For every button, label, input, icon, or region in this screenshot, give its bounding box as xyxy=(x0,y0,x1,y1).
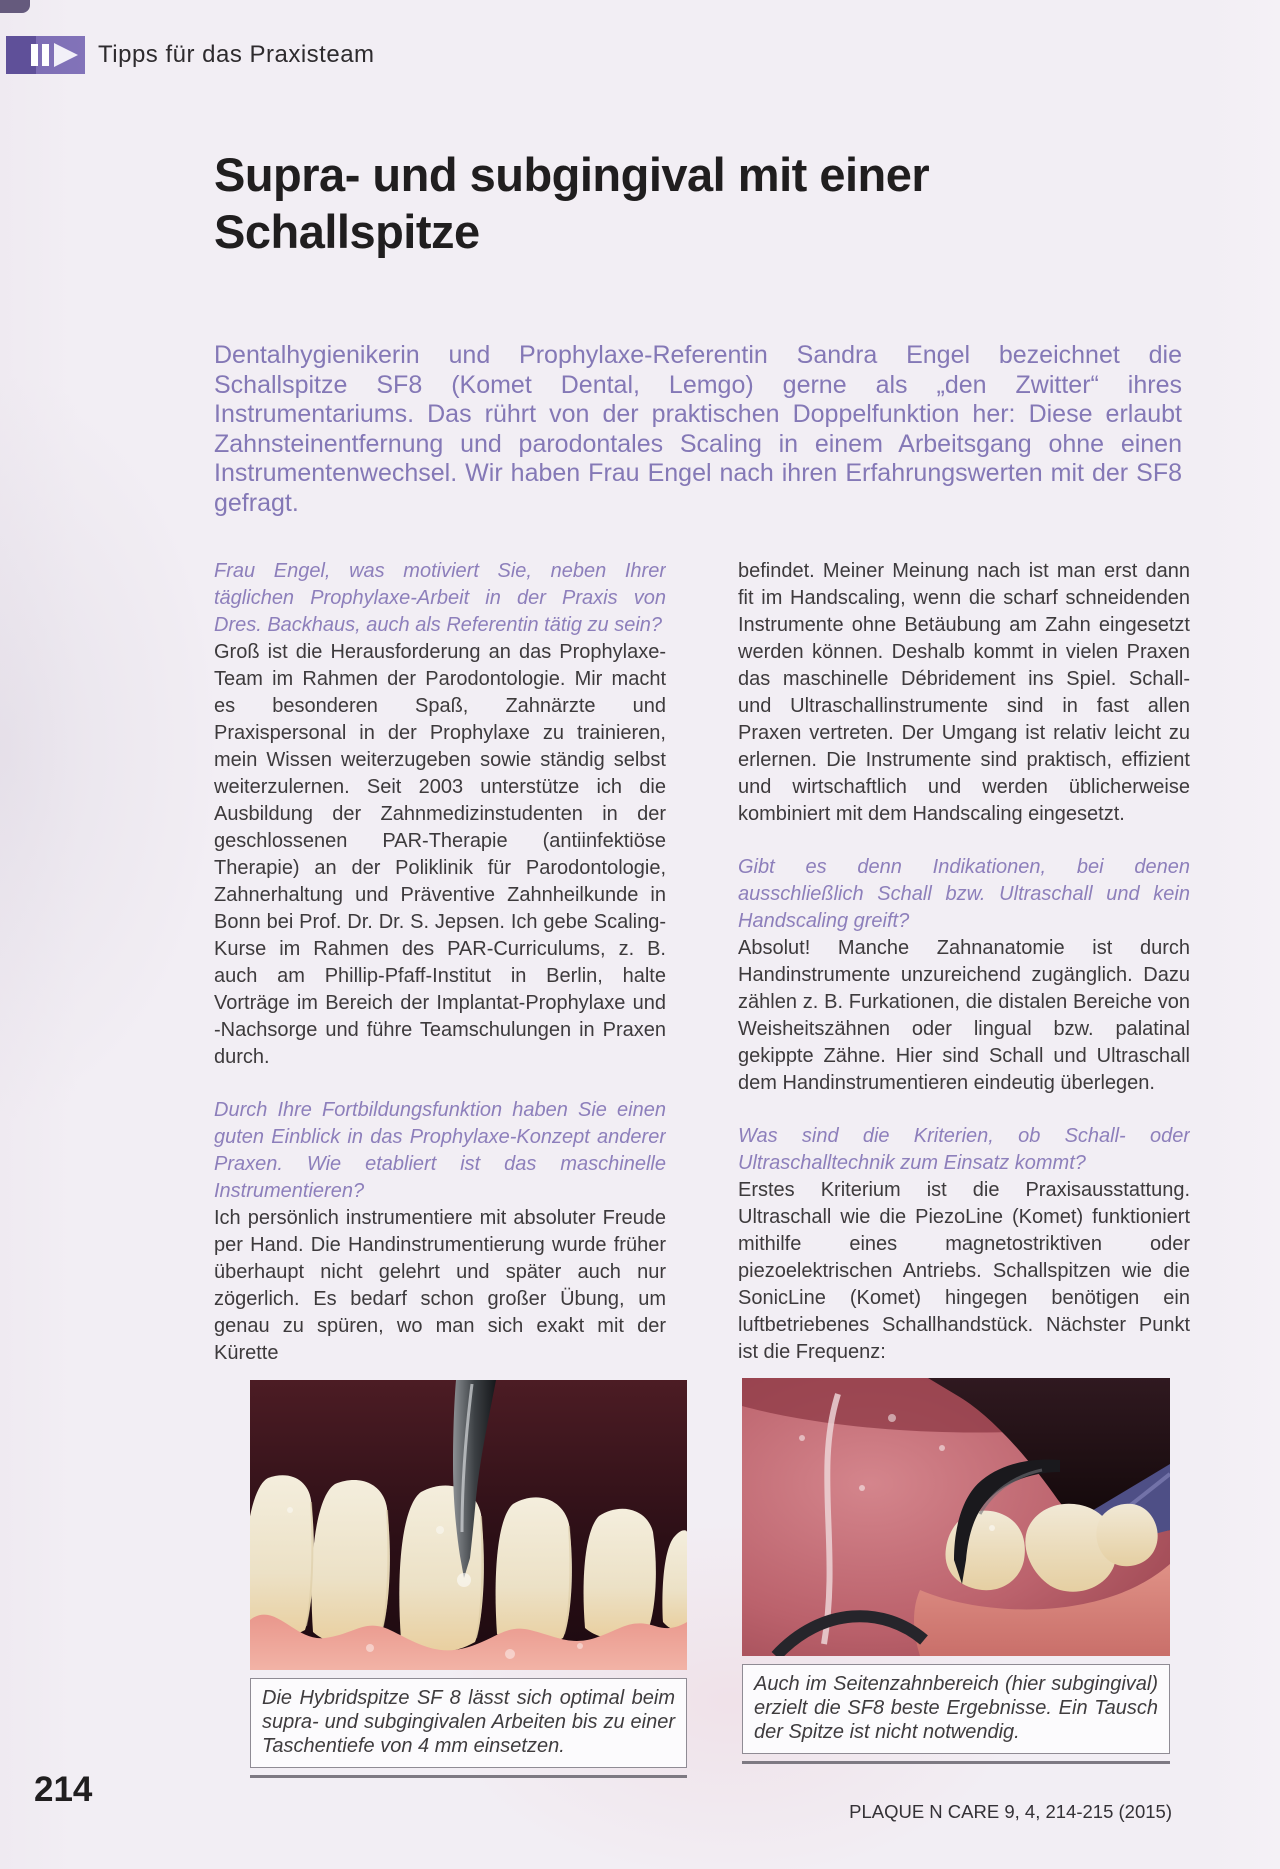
interview-answer-1: Groß ist die Herausforderung an das Prophylaxe-Team im Rahmen der Parodontologie. Mir macht es besonderen Spaß, Zahnärzte und Praxispersonal in der Prophylaxe zu trainieren, mein Wissen weiterzugeben sowie ständig selbst weiterzulernen. Seit 2003 unterstütze ich die Ausbildung der Zahnmedizinstudenten in der geschlossenen PAR-Therapie (antiinfektiöse Therapie) an der Poliklinik für Parodontologie, Zahnerhaltung und Präventive Zahnheilkunde in Bonn bei Prof. Dr. Dr. S. Jepsen. Ich gebe Scaling-Kurse im Rahmen des PAR-Curriculums, z. B. auch am Phillip-Pfaff-Institut in Berlin, halte Vorträge im Bereich der Implantat-Prophylaxe und -Nachsorge und führe Teamschulungen in Praxen durch. xyxy=(214,641,666,1068)
posterior-photo-illustration xyxy=(742,1378,1170,1656)
interview-answer-2-part2: befindet. Meiner Meinung nach ist man erst dann fit im Handscaling, wenn die scharf schneidenden Instrumente ohne Betäubung am Zahn eingesetzt werden können. Deshalb kommt in vielen Praxen das maschinelle Débridement ins Spiel. Schall- und Ultraschallinstrumente sind in fast allen Praxen vertreten. Der Umgang ist relativ leicht zu erlernen. Die Instrumente sind praktisch, effizient und wirtschaftlich und werden üblicherweise kombiniert mit dem Handscaling eingesetzt. xyxy=(738,560,1190,825)
figure-photo-anterior xyxy=(250,1380,687,1670)
article-title-line2: Schallspitze xyxy=(214,205,480,258)
anterior-photo-illustration xyxy=(250,1380,687,1670)
interview-question-4: Was sind die Kriterien, ob Schall- oder Ultraschalltechnik zum Einsatz kommt? xyxy=(738,1125,1190,1174)
interview-question-2: Durch Ihre Fortbildungsfunktion haben Sie einen guten Einblick in das Prophylaxe-Konzept anderer Praxen. Wie etabliert ist das maschinelle Instrumentieren? xyxy=(214,1099,666,1202)
interview-column-right xyxy=(738,558,1190,1366)
interview-question-3: Gibt es denn Indikationen, bei denen ausschließlich Schall bzw. Ultraschall und kein Handscaling greift? xyxy=(738,856,1190,932)
article-title-line1: Supra- und subgingival mit einer xyxy=(214,148,930,201)
caption-rule-right xyxy=(742,1761,1170,1764)
pause-play-icon xyxy=(29,41,81,69)
figure-caption-right-wrap xyxy=(742,1664,1170,1764)
scan-corner-smudge xyxy=(0,0,30,13)
figure-caption-left-wrap xyxy=(250,1678,687,1778)
article-title xyxy=(214,146,1174,260)
journal-reference: PLAQUE N CARE 9, 4, 214-215 (2015) xyxy=(849,1801,1172,1822)
section-label: Tipps für das Praxisteam xyxy=(98,41,375,68)
section-badge xyxy=(6,36,85,74)
figure-caption-left: Die Hybridspitze SF 8 lässt sich optimal beim supra- und subgingivalen Arbeiten bis zu einer Taschentiefe von 4 mm einsetzen. xyxy=(250,1678,687,1768)
interview-question-1: Frau Engel, was motiviert Sie, neben Ihrer täglichen Prophylaxe-Arbeit in der Praxis von Dres. Backhaus, auch als Referentin tätig zu sein? xyxy=(214,560,666,636)
page-number: 214 xyxy=(34,1770,93,1809)
figure-photo-posterior xyxy=(742,1378,1170,1656)
interview-column-left xyxy=(214,558,666,1367)
article-intro: Dentalhygienikerin und Prophylaxe-Referentin Sandra Engel bezeichnet die Schallspitze SF8 (Komet Dental, Lemgo) gerne als „den Zwitter“ ihres Instrumentariums. Das rührt von der praktischen Doppelfunktion her: Diese erlaubt Zahnsteinentfernung und parodontales Scaling in einem Arbeitsgang ohne einen Instrumentenwechsel. Wir haben Frau Engel nach ihren Erfahrungswerten mit der SF8 gefragt. xyxy=(214,341,1182,517)
interview-answer-2-part1: Ich persönlich instrumentiere mit absoluter Freude per Hand. Die Handinstrumentierung wurde früher überhaupt nicht gelehrt und später auch nur zögerlich. Es bedarf schon großer Übung, um genau zu spüren, wo man sich exakt mit der Kürette xyxy=(214,1207,666,1364)
interview-answer-3: Absolut! Manche Zahnanatomie ist durch Handinstrumente unzureichend zugänglich. Dazu zählen z. B. Furkationen, die distalen Bereiche von Weisheitszähnen oder lingual bzw. palatinal gekippte Zähne. Hier sind Schall und Ultraschall dem Handinstrumentieren eindeutig überlegen. xyxy=(738,937,1190,1094)
caption-rule-left xyxy=(250,1775,687,1778)
interview-answer-4: Erstes Kriterium ist die Praxisausstattung. Ultraschall wie die PiezoLine (Komet) funktioniert mithilfe eines magnetostriktiven oder piezoelektrischen Antriebs. Schallspitzen wie die SonicLine (Komet) hingegen benötigen ein luftbetriebenes Schallhandstück. Nächster Punkt ist die Frequenz: xyxy=(738,1179,1190,1363)
figure-caption-right: Auch im Seitenzahnbereich (hier subgingival) erzielt die SF8 beste Ergebnisse. Ein Tausch der Spitze ist nicht notwendig. xyxy=(742,1664,1170,1754)
